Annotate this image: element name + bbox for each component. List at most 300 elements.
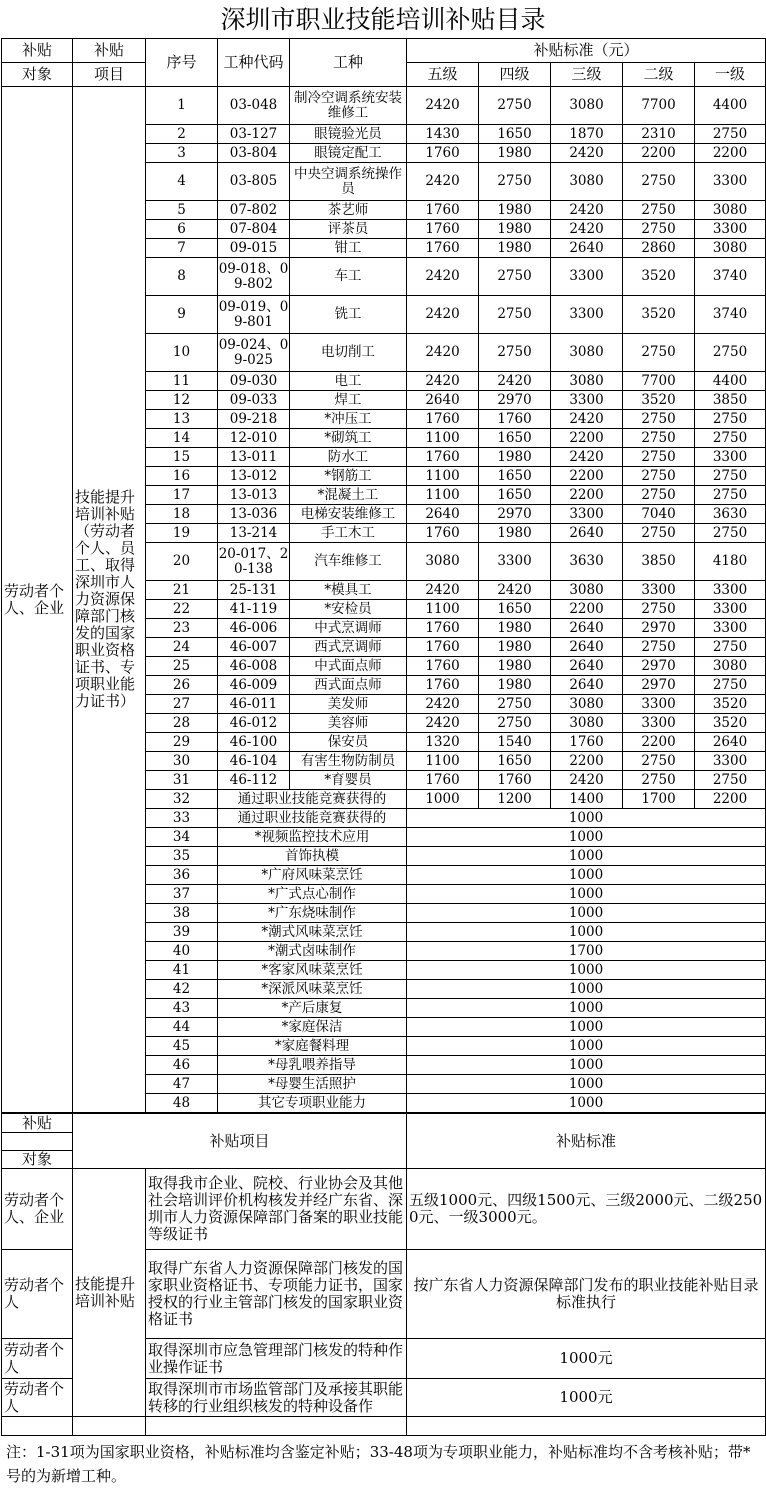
seq-cell: 43: [146, 999, 218, 1018]
code-cell: 09-015: [218, 239, 290, 258]
amount-cell: 3300: [695, 752, 766, 771]
seq-cell: 42: [146, 980, 218, 999]
second-row-3-desc: 取得深圳市应急管理部门核发的特种作业操作证书: [146, 1339, 407, 1379]
amount-cell: 1000: [407, 847, 766, 866]
code-cell: 03-127: [218, 125, 290, 144]
amount-cell: 2420: [551, 410, 623, 429]
code-cell: 46-008: [218, 657, 290, 676]
header-item: 补贴: [73, 39, 146, 63]
amount-cell: 7700: [623, 87, 695, 125]
amount-cell: 1000: [407, 999, 766, 1018]
amount-cell: 2750: [479, 296, 551, 334]
trade-cell: 电切削工: [290, 334, 407, 372]
seq-cell: 33: [146, 809, 218, 828]
amount-cell: 1000: [407, 885, 766, 904]
code-cell: 46-104: [218, 752, 290, 771]
amount-cell: 3740: [695, 296, 766, 334]
code-cell: 20-017、20-138: [218, 543, 290, 581]
amount-cell: 3740: [695, 258, 766, 296]
code-cell: 09-018、09-802: [218, 258, 290, 296]
amount-cell: 2420: [407, 87, 479, 125]
seq-cell: 26: [146, 676, 218, 695]
code-cell: 13-214: [218, 524, 290, 543]
seq-cell: 11: [146, 372, 218, 391]
seq-cell: 39: [146, 923, 218, 942]
amount-cell: 2420: [479, 372, 551, 391]
code-cell: 46-006: [218, 619, 290, 638]
trade-cell: 有害生物防制员: [290, 752, 407, 771]
amount-cell: 7040: [623, 505, 695, 524]
amount-cell: 3300: [551, 391, 623, 410]
amount-cell: 3080: [407, 543, 479, 581]
amount-cell: 2750: [479, 258, 551, 296]
amount-cell: 3630: [551, 543, 623, 581]
amount-cell: 2750: [479, 334, 551, 372]
amount-cell: 1000: [407, 904, 766, 923]
seq-cell: 27: [146, 695, 218, 714]
seq-cell: 12: [146, 391, 218, 410]
trade-cell: 西式面点师: [290, 676, 407, 695]
amount-cell: 3300: [695, 163, 766, 201]
trade-cell: *母婴生活照护: [218, 1075, 407, 1094]
trade-cell: *钢筋工: [290, 467, 407, 486]
amount-cell: 1400: [551, 790, 623, 809]
amount-cell: 1000: [407, 790, 479, 809]
header-level-3: 三级: [551, 63, 623, 87]
amount-cell: 2200: [623, 733, 695, 752]
amount-cell: 1760: [479, 771, 551, 790]
seq-cell: 40: [146, 942, 218, 961]
seq-cell: 41: [146, 961, 218, 980]
amount-cell: 1650: [479, 125, 551, 144]
amount-cell: 1760: [479, 410, 551, 429]
amount-cell: 1760: [407, 201, 479, 220]
amount-cell: 3080: [551, 714, 623, 733]
amount-cell: 3300: [695, 600, 766, 619]
amount-cell: 3300: [695, 448, 766, 467]
code-cell: 13-012: [218, 467, 290, 486]
amount-cell: 2640: [551, 676, 623, 695]
trade-cell: *广府风味菜烹饪: [218, 866, 407, 885]
seq-cell: 15: [146, 448, 218, 467]
seq-cell: 22: [146, 600, 218, 619]
code-cell: 13-011: [218, 448, 290, 467]
empty-cell: [2, 1417, 73, 1436]
amount-cell: 1000: [407, 866, 766, 885]
seq-cell: 1: [146, 87, 218, 125]
amount-cell: 3080: [551, 581, 623, 600]
trade-cell: 电工: [290, 372, 407, 391]
footnote: 注：1-31项为国家职业资格，补贴标准均含鉴定补贴；33-48项为专项职业能力，补贴标准均不含考核补贴；带*号的为新增工种。: [6, 1443, 751, 1485]
amount-cell: 1760: [407, 144, 479, 163]
trade-cell: 美发师: [290, 695, 407, 714]
amount-cell: 2640: [551, 657, 623, 676]
amount-cell: 2750: [623, 524, 695, 543]
seq-cell: 19: [146, 524, 218, 543]
trade-cell: *母乳喂养指导: [218, 1056, 407, 1075]
amount-cell: 1200: [479, 790, 551, 809]
amount-cell: 1980: [479, 239, 551, 258]
seq-cell: 45: [146, 1037, 218, 1056]
amount-cell: 3080: [551, 695, 623, 714]
amount-cell: 1100: [407, 467, 479, 486]
amount-cell: 1760: [407, 771, 479, 790]
code-cell: 07-802: [218, 201, 290, 220]
second-row-1-standard: 五级1000元、四级1500元、三级2000元、二级2500元、一级3000元。: [407, 1169, 766, 1250]
trade-cell: *育婴员: [290, 771, 407, 790]
amount-cell: 1760: [407, 524, 479, 543]
trade-cell: *视频监控技术应用: [218, 828, 407, 847]
code-cell: 46-100: [218, 733, 290, 752]
amount-cell: 1760: [551, 733, 623, 752]
amount-cell: 2420: [551, 201, 623, 220]
seq-cell: 20: [146, 543, 218, 581]
amount-cell: 1760: [407, 676, 479, 695]
amount-cell: 3080: [551, 87, 623, 125]
amount-cell: 2750: [623, 163, 695, 201]
amount-cell: 3300: [623, 714, 695, 733]
amount-cell: 2420: [407, 581, 479, 600]
amount-cell: 3300: [695, 581, 766, 600]
seq-cell: 8: [146, 258, 218, 296]
amount-cell: 2420: [551, 220, 623, 239]
amount-cell: 2750: [479, 87, 551, 125]
amount-cell: 2750: [623, 638, 695, 657]
header-trade: 工种: [290, 39, 407, 87]
amount-cell: 1980: [479, 220, 551, 239]
amount-cell: 3300: [551, 258, 623, 296]
trade-cell: 中式面点师: [290, 657, 407, 676]
seq-cell: 14: [146, 429, 218, 448]
amount-cell: 1760: [407, 239, 479, 258]
seq-cell: 25: [146, 657, 218, 676]
seq-cell: 17: [146, 486, 218, 505]
amount-cell: 2420: [407, 714, 479, 733]
seq-cell: 29: [146, 733, 218, 752]
seq-cell: 4: [146, 163, 218, 201]
header-level-1: 一级: [695, 63, 766, 87]
amount-cell: 2200: [623, 144, 695, 163]
amount-cell: 2640: [695, 733, 766, 752]
amount-cell: 1980: [479, 201, 551, 220]
code-cell: 03-805: [218, 163, 290, 201]
second-target-header-2: 对象: [2, 1151, 73, 1169]
amount-cell: 1000: [407, 1018, 766, 1037]
second-row-3-target: 劳动者个人: [2, 1339, 73, 1379]
trade-cell: 评茶员: [290, 220, 407, 239]
amount-cell: 1700: [623, 790, 695, 809]
code-cell: 09-024、09-025: [218, 334, 290, 372]
seq-cell: 18: [146, 505, 218, 524]
amount-cell: 2750: [695, 429, 766, 448]
second-target-header: 补贴: [2, 1114, 73, 1133]
amount-cell: 2750: [695, 410, 766, 429]
amount-cell: 2420: [407, 163, 479, 201]
trade-cell: 首饰执模: [218, 847, 407, 866]
amount-cell: 1650: [479, 429, 551, 448]
seq-cell: 28: [146, 714, 218, 733]
second-row-4-desc: 取得深圳市市场监管部门及承接其职能转移的行业组织核发的特种设备作: [146, 1379, 407, 1417]
second-row-1-target: 劳动者个人、企业: [2, 1169, 73, 1250]
trade-cell: 通过职业技能竞赛获得的: [218, 790, 407, 809]
code-cell: 09-033: [218, 391, 290, 410]
code-cell: 09-030: [218, 372, 290, 391]
amount-cell: 2420: [551, 144, 623, 163]
amount-cell: 1000: [407, 809, 766, 828]
code-cell: 46-112: [218, 771, 290, 790]
second-row-3-standard: 1000元: [407, 1339, 766, 1379]
trade-cell: *潮式卤味制作: [218, 942, 407, 961]
amount-cell: 4400: [695, 87, 766, 125]
amount-cell: 1980: [479, 144, 551, 163]
amount-cell: 2420: [407, 695, 479, 714]
amount-cell: 1000: [407, 1094, 766, 1113]
code-cell: 09-019、09-801: [218, 296, 290, 334]
amount-cell: 1980: [479, 657, 551, 676]
amount-cell: 4400: [695, 372, 766, 391]
amount-cell: 2420: [551, 448, 623, 467]
amount-cell: 1760: [407, 448, 479, 467]
seq-cell: 16: [146, 467, 218, 486]
code-cell: 07-804: [218, 220, 290, 239]
seq-cell: 9: [146, 296, 218, 334]
amount-cell: 1650: [479, 752, 551, 771]
code-cell: 03-048: [218, 87, 290, 125]
seq-cell: 21: [146, 581, 218, 600]
amount-cell: 2750: [623, 467, 695, 486]
amount-cell: 2200: [551, 752, 623, 771]
seq-cell: 24: [146, 638, 218, 657]
header-item-2: 项目: [73, 63, 146, 87]
amount-cell: 2750: [623, 771, 695, 790]
trade-cell: 茶艺师: [290, 201, 407, 220]
code-cell: 09-218: [218, 410, 290, 429]
amount-cell: 3520: [695, 714, 766, 733]
amount-cell: 1000: [407, 961, 766, 980]
seq-cell: 36: [146, 866, 218, 885]
amount-cell: 2750: [623, 334, 695, 372]
amount-cell: 2750: [695, 467, 766, 486]
trade-cell: *混凝土工: [290, 486, 407, 505]
amount-cell: 2640: [407, 391, 479, 410]
amount-cell: 2420: [407, 334, 479, 372]
amount-cell: 2310: [623, 125, 695, 144]
trade-cell: 中央空调系统操作员: [290, 163, 407, 201]
amount-cell: 3300: [551, 505, 623, 524]
amount-cell: 4180: [695, 543, 766, 581]
amount-cell: 3300: [623, 695, 695, 714]
trade-cell: *深派风味菜烹饪: [218, 980, 407, 999]
code-cell: 25-131: [218, 581, 290, 600]
second-standard-header: 补贴标准: [407, 1114, 766, 1169]
amount-cell: 1760: [407, 657, 479, 676]
seq-cell: 10: [146, 334, 218, 372]
trade-cell: 通过职业技能竞赛获得的: [218, 809, 407, 828]
amount-cell: 2750: [695, 334, 766, 372]
amount-cell: 3080: [551, 372, 623, 391]
seq-cell: 48: [146, 1094, 218, 1113]
amount-cell: 2200: [551, 467, 623, 486]
empty-cell: [407, 1417, 766, 1436]
second-row-2-desc: 取得广东省人力资源保障部门核发的国家职业资格证书、专项能力证书，国家授权的行业主管部门核发的国家职业资格证书: [146, 1250, 407, 1339]
second-row-4-target: 劳动者个人: [2, 1379, 73, 1417]
second-row-1-desc: 取得我市企业、院校、行业协会及其他社会培训评价机构核发并经广东省、深圳市人力资源保障部门备案的职业技能等级证书: [146, 1169, 407, 1250]
amount-cell: 1000: [407, 1056, 766, 1075]
trade-cell: 电梯安装维修工: [290, 505, 407, 524]
amount-cell: 3300: [551, 296, 623, 334]
second-table: [1, 1113, 766, 1436]
seq-cell: 31: [146, 771, 218, 790]
amount-cell: 1000: [407, 923, 766, 942]
trade-cell: 防水工: [290, 448, 407, 467]
amount-cell: 1100: [407, 429, 479, 448]
amount-cell: 3630: [695, 505, 766, 524]
amount-cell: 1650: [479, 467, 551, 486]
code-cell: 12-010: [218, 429, 290, 448]
amount-cell: 3520: [695, 695, 766, 714]
header-level-2: 二级: [623, 63, 695, 87]
seq-cell: 47: [146, 1075, 218, 1094]
trade-cell: 保安员: [290, 733, 407, 752]
amount-cell: 1700: [407, 942, 766, 961]
seq-cell: 32: [146, 790, 218, 809]
amount-cell: 1870: [551, 125, 623, 144]
amount-cell: 2750: [695, 524, 766, 543]
amount-cell: 2200: [695, 144, 766, 163]
amount-cell: 3080: [551, 163, 623, 201]
amount-cell: 2750: [623, 752, 695, 771]
empty-cell: [146, 1417, 407, 1436]
amount-cell: 2750: [623, 448, 695, 467]
trade-cell: 汽车维修工: [290, 543, 407, 581]
amount-cell: 2970: [623, 619, 695, 638]
amount-cell: 3520: [623, 258, 695, 296]
seq-cell: 6: [146, 220, 218, 239]
seq-cell: 7: [146, 239, 218, 258]
trade-cell: *冲压工: [290, 410, 407, 429]
amount-cell: 2200: [551, 600, 623, 619]
amount-cell: 1100: [407, 752, 479, 771]
trade-cell: *产后康复: [218, 999, 407, 1018]
amount-cell: 2420: [407, 372, 479, 391]
amount-cell: 2750: [695, 638, 766, 657]
trade-cell: 眼镜验光员: [290, 125, 407, 144]
trade-cell: *家庭保洁: [218, 1018, 407, 1037]
amount-cell: 2200: [551, 429, 623, 448]
amount-cell: 1000: [407, 1075, 766, 1094]
code-cell: 41-119: [218, 600, 290, 619]
amount-cell: 3300: [695, 220, 766, 239]
header-target: 补贴: [2, 39, 73, 63]
page-title: 深圳市职业技能培训补贴目录: [220, 5, 546, 34]
trade-cell: 其它专项职业能力: [218, 1094, 407, 1113]
seq-cell: 23: [146, 619, 218, 638]
seq-cell: 37: [146, 885, 218, 904]
second-row-4-standard: 1000元: [407, 1379, 766, 1417]
amount-cell: 2860: [623, 239, 695, 258]
trade-cell: 美容师: [290, 714, 407, 733]
code-cell: 13-036: [218, 505, 290, 524]
amount-cell: 2420: [407, 258, 479, 296]
amount-cell: 1980: [479, 638, 551, 657]
amount-cell: 1000: [407, 1037, 766, 1056]
amount-cell: 2420: [479, 581, 551, 600]
amount-cell: 2750: [623, 600, 695, 619]
header-level-4: 四级: [479, 63, 551, 87]
seq-cell: 13: [146, 410, 218, 429]
amount-cell: 2420: [551, 771, 623, 790]
trade-cell: *广东烧味制作: [218, 904, 407, 923]
trade-cell: 制冷空调系统安装维修工: [290, 87, 407, 125]
amount-cell: 1000: [407, 828, 766, 847]
amount-cell: 2640: [551, 524, 623, 543]
amount-cell: 1760: [407, 638, 479, 657]
target-group: 劳动者个人、企业: [2, 87, 73, 1113]
amount-cell: 2640: [551, 619, 623, 638]
amount-cell: 1980: [479, 619, 551, 638]
main-table: [1, 38, 766, 1113]
trade-cell: 中式烹调师: [290, 619, 407, 638]
header-level-5: 五级: [407, 63, 479, 87]
amount-cell: 3850: [695, 391, 766, 410]
amount-cell: 2970: [479, 391, 551, 410]
trade-cell: *客家风味菜烹饪: [218, 961, 407, 980]
trade-cell: 西式烹调师: [290, 638, 407, 657]
trade-cell: *潮式风味菜烹饪: [218, 923, 407, 942]
header-seq: 序号: [146, 39, 218, 87]
second-row-2-target: 劳动者个人: [2, 1250, 73, 1339]
trade-cell: 钳工: [290, 239, 407, 258]
amount-cell: 2750: [695, 771, 766, 790]
amount-cell: 2750: [479, 695, 551, 714]
seq-cell: 34: [146, 828, 218, 847]
seq-cell: 46: [146, 1056, 218, 1075]
amount-cell: 1320: [407, 733, 479, 752]
amount-cell: 3080: [551, 334, 623, 372]
seq-cell: 5: [146, 201, 218, 220]
amount-cell: 1980: [479, 676, 551, 695]
code-cell: 46-011: [218, 695, 290, 714]
amount-cell: 1100: [407, 600, 479, 619]
amount-cell: 2420: [407, 296, 479, 334]
amount-cell: 2970: [479, 505, 551, 524]
amount-cell: 1000: [407, 980, 766, 999]
amount-cell: 2640: [551, 638, 623, 657]
trade-cell: 车工: [290, 258, 407, 296]
amount-cell: 3850: [623, 543, 695, 581]
amount-cell: 1760: [407, 410, 479, 429]
header-target-2: 对象: [2, 63, 73, 87]
amount-cell: 1100: [407, 486, 479, 505]
seq-cell: 3: [146, 144, 218, 163]
amount-cell: 2750: [623, 410, 695, 429]
amount-cell: 2750: [695, 486, 766, 505]
amount-cell: 3300: [623, 581, 695, 600]
code-cell: 13-013: [218, 486, 290, 505]
amount-cell: 7700: [623, 372, 695, 391]
code-cell: 46-009: [218, 676, 290, 695]
item-group: 技能提升培训补贴（劳动者个人、员工、取得深圳市人力资源保障部门核发的国家职业资格证书、专项职业能力证书）: [73, 87, 146, 1113]
amount-cell: 3080: [695, 201, 766, 220]
second-item-header: 补贴项目: [73, 1114, 407, 1169]
code-cell: 46-012: [218, 714, 290, 733]
amount-cell: 2750: [479, 163, 551, 201]
trade-cell: *安检员: [290, 600, 407, 619]
amount-cell: 1540: [479, 733, 551, 752]
amount-cell: 2640: [407, 505, 479, 524]
trade-cell: *家庭餐料理: [218, 1037, 407, 1056]
trade-cell: 眼镜定配工: [290, 144, 407, 163]
